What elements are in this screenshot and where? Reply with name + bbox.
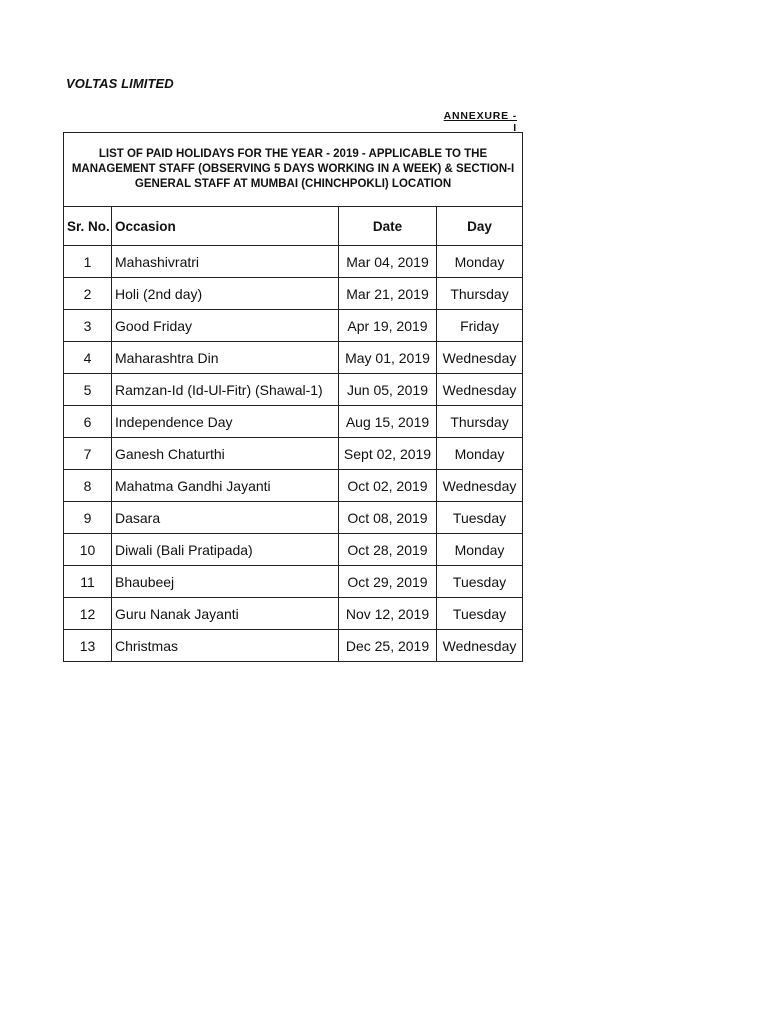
cell-date: Dec 25, 2019: [339, 630, 437, 662]
table-row: [64, 566, 523, 598]
cell-occasion: Independence Day: [112, 406, 339, 438]
cell-occasion: Good Friday: [112, 310, 339, 342]
cell-sr-no: 3: [64, 310, 112, 342]
table-row: [64, 342, 523, 374]
table-row: [64, 502, 523, 534]
cell-date: Sept 02, 2019: [339, 438, 437, 470]
cell-day: Wednesday: [437, 630, 523, 662]
cell-day: Wednesday: [437, 342, 523, 374]
table-title-row: [64, 133, 523, 207]
cell-day: Friday: [437, 310, 523, 342]
header-occasion: Occasion: [112, 207, 339, 246]
cell-day: Monday: [437, 246, 523, 278]
table-title: LIST OF PAID HOLIDAYS FOR THE YEAR - 2019 - APPLICABLE TO THE MANAGEMENT STAFF (OBSERVING 5 DAYS WORKING IN A WEEK) & SECTION-I GENERAL STAFF AT MUMBAI (CHINCHPOKLI) LOCATION: [64, 133, 523, 207]
cell-sr-no: 13: [64, 630, 112, 662]
table-row: [64, 470, 523, 502]
table-row: [64, 278, 523, 310]
table-row: [64, 630, 523, 662]
annexure-label: ANNEXURE - I: [443, 110, 517, 134]
cell-sr-no: 4: [64, 342, 112, 374]
holiday-table: [63, 132, 523, 662]
cell-sr-no: 7: [64, 438, 112, 470]
cell-day: Tuesday: [437, 502, 523, 534]
company-name: VOLTAS LIMITED: [66, 76, 174, 91]
cell-occasion: Bhaubeej: [112, 566, 339, 598]
cell-sr-no: 12: [64, 598, 112, 630]
header-sr-no: Sr. No.: [64, 207, 112, 246]
cell-occasion: Mahatma Gandhi Jayanti: [112, 470, 339, 502]
cell-occasion: Ganesh Chaturthi: [112, 438, 339, 470]
cell-day: Tuesday: [437, 598, 523, 630]
cell-sr-no: 9: [64, 502, 112, 534]
cell-occasion: Diwali (Bali Pratipada): [112, 534, 339, 566]
cell-day: Monday: [437, 534, 523, 566]
header-day: Day: [437, 207, 523, 246]
cell-day: Wednesday: [437, 374, 523, 406]
cell-date: Jun 05, 2019: [339, 374, 437, 406]
cell-date: Mar 04, 2019: [339, 246, 437, 278]
header-date: Date: [339, 207, 437, 246]
table-row: [64, 438, 523, 470]
cell-date: Nov 12, 2019: [339, 598, 437, 630]
cell-occasion: Guru Nanak Jayanti: [112, 598, 339, 630]
cell-date: Aug 15, 2019: [339, 406, 437, 438]
cell-occasion: Holi (2nd day): [112, 278, 339, 310]
table-header-row: [64, 207, 523, 246]
table-row: [64, 246, 523, 278]
table-row: [64, 534, 523, 566]
table-row: [64, 374, 523, 406]
cell-occasion: Mahashivratri: [112, 246, 339, 278]
cell-day: Monday: [437, 438, 523, 470]
cell-date: Oct 28, 2019: [339, 534, 437, 566]
table-row: [64, 310, 523, 342]
cell-date: Oct 29, 2019: [339, 566, 437, 598]
cell-date: Oct 02, 2019: [339, 470, 437, 502]
cell-sr-no: 11: [64, 566, 112, 598]
cell-sr-no: 10: [64, 534, 112, 566]
cell-occasion: Christmas: [112, 630, 339, 662]
cell-day: Thursday: [437, 278, 523, 310]
cell-sr-no: 5: [64, 374, 112, 406]
cell-date: Oct 08, 2019: [339, 502, 437, 534]
cell-day: Thursday: [437, 406, 523, 438]
table-row: [64, 598, 523, 630]
cell-date: Apr 19, 2019: [339, 310, 437, 342]
cell-sr-no: 6: [64, 406, 112, 438]
cell-occasion: Dasara: [112, 502, 339, 534]
cell-date: May 01, 2019: [339, 342, 437, 374]
cell-occasion: Maharashtra Din: [112, 342, 339, 374]
cell-sr-no: 8: [64, 470, 112, 502]
table-row: [64, 406, 523, 438]
cell-sr-no: 1: [64, 246, 112, 278]
cell-occasion: Ramzan-Id (Id-Ul-Fitr) (Shawal-1): [112, 374, 339, 406]
cell-date: Mar 21, 2019: [339, 278, 437, 310]
cell-day: Tuesday: [437, 566, 523, 598]
cell-day: Wednesday: [437, 470, 523, 502]
cell-sr-no: 2: [64, 278, 112, 310]
